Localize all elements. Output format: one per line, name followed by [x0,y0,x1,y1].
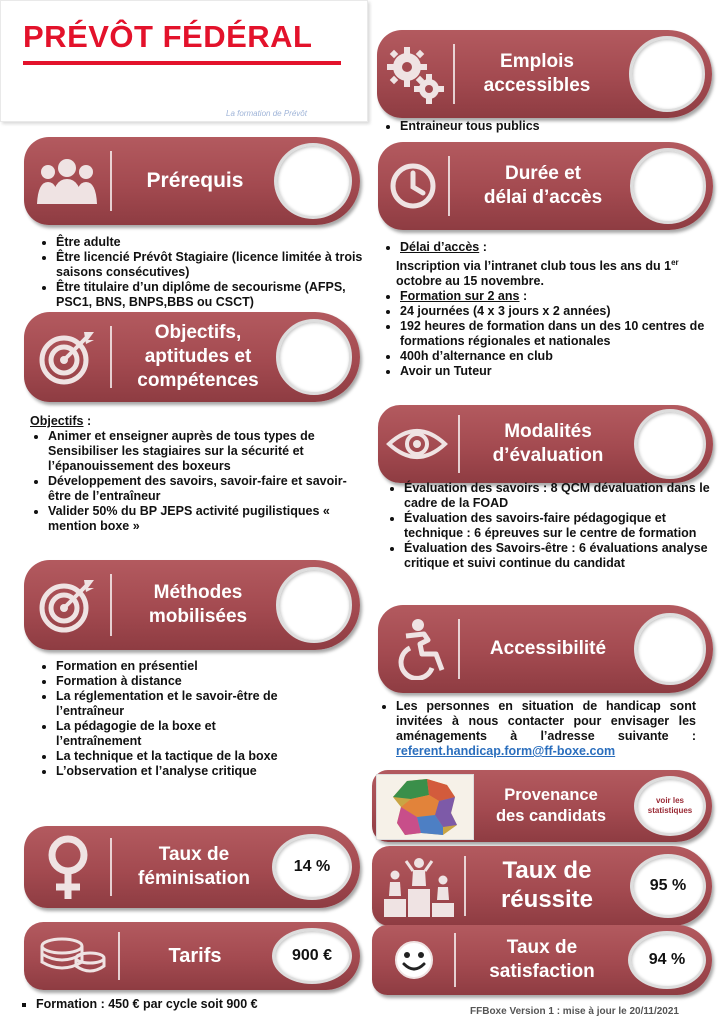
list-item [400,289,710,304]
list-item: • L’observation et l’analyse critique [56,764,304,779]
tarifs-note [14,997,354,1012]
badge-line: voir les [655,796,684,805]
accessibilite-circle [634,613,706,685]
podium-icon [382,855,456,917]
emplois-title [463,38,611,110]
list-item: • La technique et la tactique de la boxe [56,749,304,764]
title-line: féminisation [138,868,250,889]
gears-icon [383,43,445,105]
title-line: accessibles [483,75,591,96]
title-line: des candidats [495,807,607,825]
formation-label: Formation sur 2 ans [400,289,520,304]
reussite-title [472,848,622,924]
modalites-list [386,481,712,571]
separator [458,415,460,473]
feminisation-value: 14 % [272,834,352,900]
separator [458,619,460,679]
list-item: • Valider 50% du BP JEPS activité pugilistiques « mention boxe » [48,504,350,534]
title-line: Taux de [502,857,592,885]
list-item: • 24 journées (4 x 3 jours x 2 années) [400,304,710,319]
feminisation-banner [24,826,360,908]
delai-label: Délai d’accès [400,240,480,254]
separator [110,326,112,388]
list-item: • Formation en présentiel [56,659,304,674]
prerequis-list [34,235,372,310]
list-item: • Entraineur tous publics [400,119,713,134]
duree-circle [630,148,706,224]
list-item: • Les personnes en situation de handicap sont invitées à nous contacter pour envisager les aménagements à l’adresse suivante : referent.handicap.form@ff-boxe.com [396,699,696,759]
title-line: Durée et [504,163,582,185]
separator [454,933,456,987]
feminisation-title [120,830,268,904]
badge-line: statistiques [647,806,693,815]
reussite-value: 95 % [630,854,706,918]
duree-title [458,150,628,222]
accessibilite-text [378,699,696,759]
title-line: Objectifs, [154,322,242,344]
brand-logo: PRÉVÔT FÉDÉRAL [23,19,313,54]
duree-banner [378,142,713,230]
title-line: Taux de [506,937,578,959]
statistics-link[interactable] [634,776,706,836]
objectifs-label: Objectifs : [30,414,92,428]
list-item: • La pédagogie de la boxe et l’entraînement [56,719,304,749]
emplois-circle [629,36,705,112]
title-line: Modalités [504,421,592,443]
delai-text-a: Inscription via l’intranet club tous les ans du 1 [396,259,672,274]
list-item: • Formation à distance [56,674,304,689]
title-line: Méthodes [153,582,243,604]
eye-icon [386,424,448,464]
france-map [376,774,474,840]
title-line: réussite [500,886,594,913]
accessibilite-title: Accessibilité [489,638,607,660]
handicap-email-link[interactable]: referent.handicap.form@ff-boxe.com [396,744,616,758]
clock-icon [388,161,438,211]
list-item: • La réglementation et le savoir-être de l’entraîneur [56,689,304,719]
list-item: • Évaluation des savoirs : 8 QCM dévaluation dans le cadre de la FOAD [404,481,712,511]
provenance-banner [372,770,712,842]
list-item: • Animer et enseigner auprès de tous types de Sensibiliser les stagiaires sur la sécurité et l’épanouissement des boxeurs [48,429,350,474]
emplois-list [378,119,713,134]
france-map-icon [377,775,473,839]
satisfaction-banner [372,925,712,995]
provenance-title [476,772,626,840]
delai-text-b: octobre au 15 novembre. [396,274,544,289]
title-line: Taux de [158,844,230,866]
target-icon [36,328,98,386]
list-item: • Être titulaire d’un diplôme de secourisme (AFPS, PSC1, BNS, BNPS,BBS ou CSCT) [56,280,372,310]
title-line: d’évaluation [492,445,604,466]
objectifs-banner [24,312,360,402]
tarifs-value: 900 € [272,928,352,984]
objectifs-title [120,314,276,400]
list-item: • 192 heures de formation dans un des 10 centres de formations régionales et nationales [400,319,710,349]
wheelchair-icon [392,618,450,680]
tarifs-title: Tarifs [168,944,222,967]
title-line: délai d’accès [483,187,603,208]
modalites-circle [634,409,706,479]
version-footer: FFBoxe Version 1 : mise à jour le 20/11/2021 [470,1006,679,1017]
satisfaction-value: 94 % [628,931,706,989]
delai-sup: er [671,258,679,267]
title-line: compétences [137,369,259,391]
modalites-banner [378,405,713,483]
modalites-title [468,409,628,479]
list-item: • Évaluation des savoirs-faire pédagogique et technique : 6 épreuves sur le centre de formation [404,511,712,541]
objectifs-text [30,414,350,534]
brand-tagline: La formation de Prévôt [226,109,307,118]
separator [110,574,112,636]
logo-underline [23,61,341,65]
list-item: • Avoir un Tuteur [400,364,710,379]
tarifs-banner [24,922,360,990]
coins-icon [38,936,108,976]
methodes-circle [276,567,352,643]
list-item: • 400h d’alternance en club [400,349,710,364]
smiley-icon [394,940,434,980]
list-item: • Développement des savoirs, savoir-faire et savoir-être de l’entraîneur [48,474,350,504]
separator [110,838,112,896]
female-symbol-icon [44,833,92,901]
logo-box [0,0,368,122]
title-line: aptitudes et [144,346,252,368]
title-line: Emplois [500,51,574,73]
accessibilite-banner [378,605,713,693]
list-item: • Être licencié Prévôt Stagiaire (licence limitée à trois saisons consécutives) [56,250,372,280]
delai-text [378,255,710,289]
list-item: • Être adulte [56,235,372,250]
list-item: • Évaluation des Savoirs-être : 6 évaluations analyse critique et suivi continue du candidat [404,541,712,571]
title-line: Provenance [504,785,598,804]
separator [464,856,466,916]
prerequis-title: Prérequis [146,168,244,192]
title-line: mobilisées [148,606,248,627]
separator [448,156,450,216]
methodes-list [34,659,304,779]
reussite-banner [372,846,712,926]
satisfaction-title [462,927,622,993]
list-item: ▪ Formation : 450 € par cycle soit 900 € [36,997,354,1012]
formation-suffix: : [519,289,528,304]
methodes-title [120,566,276,644]
methodes-banner [24,560,360,650]
emplois-banner [377,30,712,118]
separator [118,932,120,980]
objectifs-circle [276,319,352,395]
delai-suffix: : [479,240,487,254]
separator [110,151,112,211]
prerequis-circle [274,143,352,219]
separator [453,44,455,104]
title-line: satisfaction [489,961,595,982]
list-item [400,240,710,255]
prerequis-banner [24,137,360,225]
duree-text [378,240,710,379]
people-icon [36,158,98,204]
target-icon [36,576,98,634]
